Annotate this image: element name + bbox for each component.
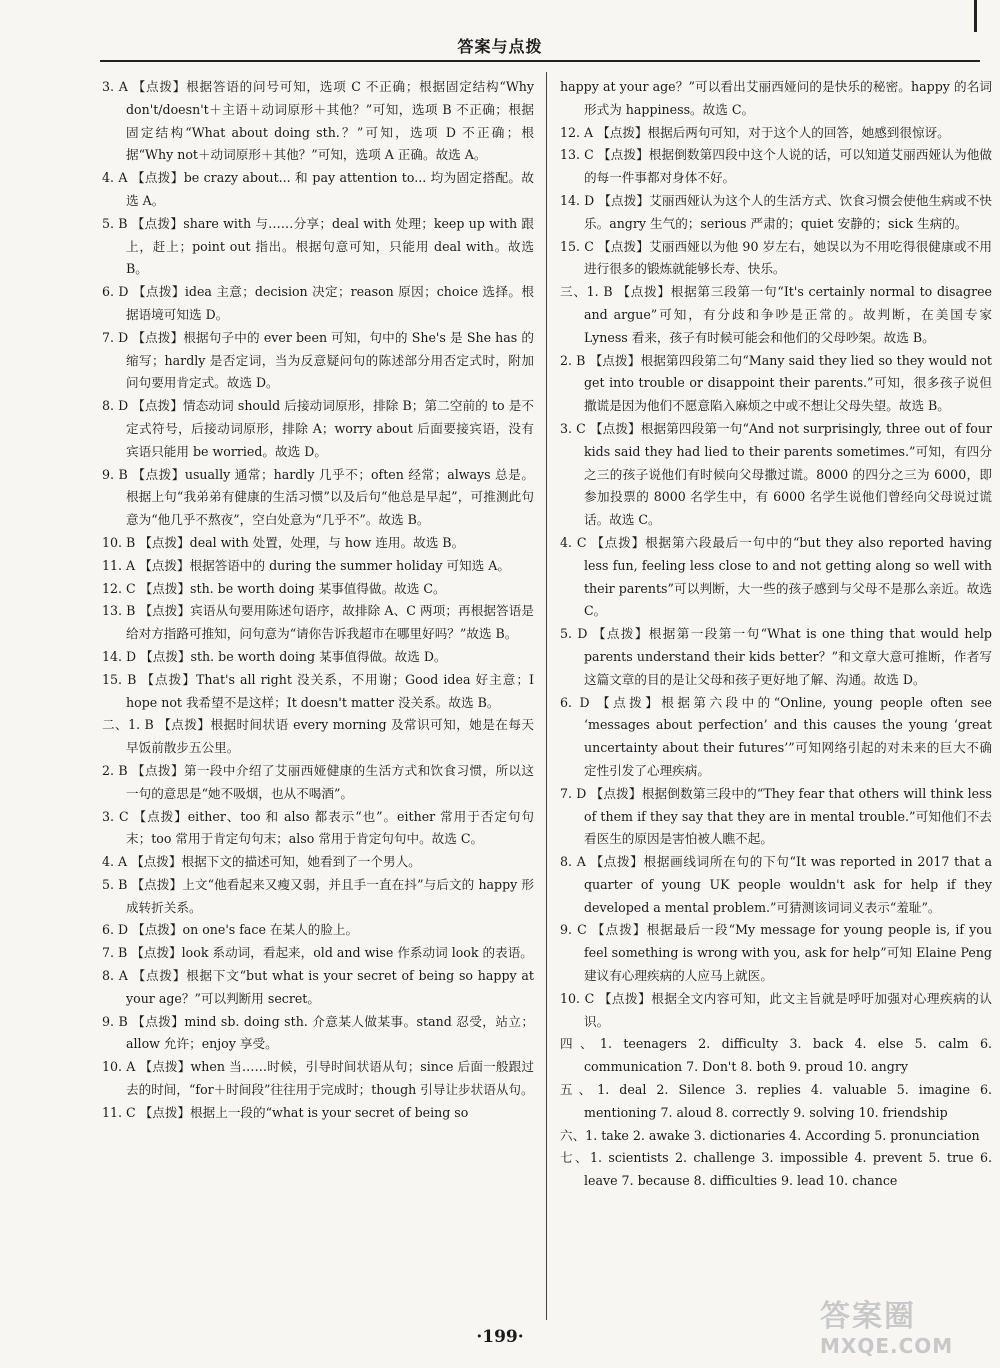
answer-item: 7. D 【点拨】根据倒数第三段中的“They fear that others will think less of them if they say that they are in mental trouble.”可知他们不去看医生的原因是害怕被人瞧不起。 [560,785,992,847]
answer-item: 10. A 【点拨】when 当……时候，引导时间状语从句；since 后面一般跟过去的时间，“for＋时间段”往往用于完成时；though 引导让步状语从句。 [102,1059,534,1098]
answer-item: 14. D 【点拨】艾丽西娅认为这个人的生活方式、饮食习惯会使他生病或不快乐。angry 生气的；serious 严肃的；quiet 安静的；sick 生病的。 [560,192,992,231]
answer-item: 2. B 【点拨】根据第四段第二句“Many said they lied so they would not get into trouble or disappoint their parents.”可知，很多孩子说但撒谎是因为他们不愿意陷入麻烦之中或不想让父母失望。故选 B。 [560,352,992,414]
answer-item: 14. D 【点拨】sth. be worth doing 某事值得做。故选 D。 [102,648,447,664]
page-edge-mark [974,0,977,32]
answer-item: 9. B 【点拨】usually 通常；hardly 几乎不；often 经常；always 总是。根据上句“我弟弟有健康的生活习惯”以及后句“他总是早起”，可推测此句意为“他几乎不熬夜”，空白处意为“几乎不”。故选 B。 [102,466,534,528]
page-header-title: 答案与点拨 [457,37,543,56]
site-watermark-logo [820,1300,992,1362]
left-answer-column [102,76,534,1125]
answer-item: 6. D 【点拨】idea 主意；decision 决定；reason 原因；choice 选择。根据语境可知选 D。 [102,284,534,322]
answer-item: 2. B 【点拨】第一段中介绍了艾丽西娅健康的生活方式和饮食习惯，所以这一句的意思是“她不吸烟，也从不喝酒”。 [102,762,534,801]
answer-item: 11. A 【点拨】根据答语中的 during the summer holiday 可知选 A。 [102,557,510,573]
answer-item: 5. B 【点拨】share with 与……分享；deal with 处理；keep up with 跟上，赶上；point out 指出。根据句意可知，只能用 deal with。故选 B。 [102,215,534,277]
header-rule [100,60,980,62]
answer-item: 七、1. scientists 2. challenge 3. impossible 4. prevent 5. true 6. leave 7. because 8. difficulties 9. lead 10. chance [560,1150,992,1189]
answer-item: 9. B 【点拨】mind sb. doing sth. 介意某人做某事。stand 忍受，站立；allow 允许；enjoy 享受。 [102,1013,534,1052]
answer-item: 10. C 【点拨】根据全文内容可知，此文主旨就是呼吁加强对心理疾病的认识。 [560,990,992,1029]
answer-item: 4. C 【点拨】根据第六段最后一句中的“but they also reported having less fun, feeling less close to and not getting along so well with their parents”可以判断，大一些的孩子感到与父母不是那么亲近。故选 C。 [560,534,992,619]
right-answer-column [560,76,992,1193]
watermark-en: MXQE.COM [820,1334,954,1358]
answer-item: 7. D 【点拨】根据句子中的 ever been 可知，句中的 She's 是 She has 的缩写；hardly 是否定词，当为反意疑问句的陈述部分用否定式时，附加问句要用肯定式。故选 D。 [102,329,534,391]
answer-item: 三、1. B 【点拨】根据第三段第一句“It's certainly normal to disagree and argue”可知，有分歧和争吵是正常的。故判断，在美国专家 Lyness 看来，孩子有时候可能会和他们的父母吵架。故选 B。 [560,284,992,345]
answer-item: 四、1. teenagers 2. difficulty 3. back 4. else 5. calm 6. communication 7. Don't 8. both 9. proud 10. angry [560,1036,992,1075]
answer-item: 3. C 【点拨】either、too 和 also 都表示“也”。either 常用于否定句句末；too 常用于肯定句句末；also 常用于肯定句句中。故选 C。 [102,808,534,847]
answer-item: 6. D 【点拨】根据第六段中的“Online, young people often see ‘messages about perfection’ and this causes the young ‘great uncertainty about their futures’”可知网络引起的对未来的巨大不确定性引发了心理疾病。 [560,694,992,778]
answer-item: 五、1. deal 2. Silence 3. replies 4. valuable 5. imagine 6. mentioning 7. aloud 8. correctly 9. solving 10. friendship [560,1082,992,1120]
answer-item: happy at your age？”可以看出艾丽西娅问的是快乐的秘密。happy 的名词形式为 happiness。故选 C。 [560,79,992,117]
answer-item: 8. D 【点拨】情态动词 should 后接动词原形，排除 B；第二空前的 to 是不定式符号，后接动词原形，排除 A；worry about 后面要接宾语，没有宾语只能用 be worried。故选 D。 [102,398,534,459]
answer-item: 8. A 【点拨】根据下文“but what is your secret of being so happy at your age？”可以判断用 secret。 [102,968,534,1006]
answer-item: 3. C 【点拨】根据第四段第一句“And not surprisingly, three out of four kids said they had lied to their parents sometimes.”可知，有四分之三的孩子说他们有时候向父母撒过谎。8000 的四分之三为 6000，即参加投票的 8000 名学生中，有 6000 名学生说他们曾经向父母说过谎话。故选 C。 [560,420,992,528]
answer-item: 3. A 【点拨】根据答语的问号可知，选项 C 不正确；根据固定结构“Why don't/doesn't＋主语＋动词原形＋其他？”可知，选项 B 不正确；根据固定结构“What about doing sth.？”可知，选项 D 不正确；根据“Why not＋动词原形＋其他？”可知，选项 A 正确。故选 A。 [102,79,534,163]
watermark-cn: 答案圈 [820,1299,916,1334]
answer-item: 二、1. B 【点拨】根据时间状语 every morning 及常识可知，她是在每天早饭前散步五公里。 [102,717,534,756]
page-number: ·199· [476,1327,524,1347]
answer-item: 5. B 【点拨】上文“他看起来又瘦又弱，并且手一直在抖”与后文的 happy 形成转折关系。 [102,876,534,915]
answer-item: 11. C 【点拨】根据上一段的“what is your secret of being so [102,1104,469,1120]
answer-item: 13. B 【点拨】宾语从句要用陈述句语序，故排除 A、C 两项；再根据答语是给对方指路可推知，问句意为“请你告诉我超市在哪里好吗？”故选 B。 [102,603,534,642]
answer-item: 8. A 【点拨】根据画线词所在句的下句“It was reported in 2017 that a quarter of young UK people wouldn't ask for help if they developed a mental problem.”可猜测该词词义表示“羞耻”。 [560,854,992,915]
answer-item: 六、1. take 2. awake 3. dictionaries 4. According 5. pronunciation [560,1127,980,1143]
answer-item: 12. C 【点拨】sth. be worth doing 某事值得做。故选 C。 [102,580,446,596]
answer-item: 9. C 【点拨】根据最后一段“My message for young people is, if you feel something is wrong with you, ask for help”可知 Elaine Peng 建议有心理疾病的人应马上就医。 [560,922,992,984]
answer-item: 5. D 【点拨】根据第一段第一句“What is one thing that would help parents understand their kids better？”和文章大意可推断，作者写这篇文章的目的是让父母和孩子更好地了解、沟通。故选 D。 [560,626,992,687]
answer-item: 13. C 【点拨】根据倒数第四段中这个人说的话，可以知道艾丽西娅认为他做的每一件事都对身体不好。 [560,147,992,186]
answer-item: 6. D 【点拨】on one's face 在某人的脸上。 [102,922,359,938]
column-divider [546,72,547,1320]
answer-item: 12. A 【点拨】根据后两句可知，对于这个人的回答，她感到很惊讶。 [560,124,950,140]
answer-item: 15. C 【点拨】艾丽西娅以为他 90 岁左右，她误以为不用吃得很健康或不用进行很多的锻炼就能够长寿、快乐。 [560,238,992,277]
answer-item: 4. A 【点拨】be crazy about... 和 pay attention to... 均为固定搭配。故选 A。 [102,170,534,208]
answer-item: 15. B 【点拨】That's all right 没关系，不用谢；Good idea 好主意；I hope not 我希望不是这样；It doesn't matter 没关系。故选 B。 [102,671,534,710]
answer-item: 10. B 【点拨】deal with 处置，处理，与 how 连用。故选 B。 [102,534,465,550]
answer-item: 4. A 【点拨】根据下文的描述可知，她看到了一个男人。 [102,854,421,870]
answer-item: 7. B 【点拨】look 系动词，看起来，old and wise 作系动词 look 的表语。 [102,945,533,961]
